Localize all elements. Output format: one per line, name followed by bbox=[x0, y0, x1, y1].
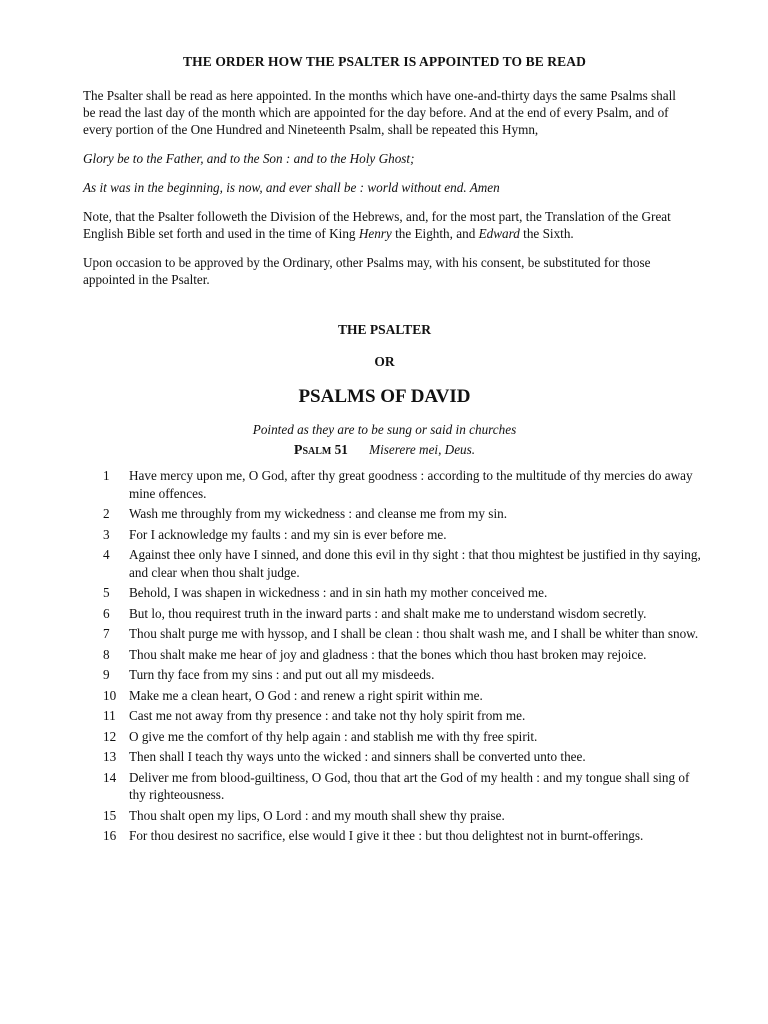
verse-text: Make me a clean heart, O God : and renew a right spirit within me. bbox=[129, 687, 483, 703]
verse-number: 15 bbox=[103, 807, 117, 823]
verse-row bbox=[103, 666, 706, 684]
verse-text: Behold, I was shapen in wickedness : and in sin hath my mother conceived me. bbox=[129, 585, 548, 600]
psalm-heading bbox=[83, 442, 686, 459]
verse-row bbox=[103, 625, 706, 643]
verse-text: For I acknowledge my faults : and my sin is ever before me. bbox=[129, 526, 447, 542]
gloria-line-2: As it was in the beginning, is now, and ever shall be : world without end. Amen bbox=[83, 180, 500, 195]
verse-text: Thou shalt purge me with hyssop, and I shall be clean : thou shalt wash me, and I shall be whiter than snow. bbox=[129, 626, 699, 641]
verse-list bbox=[103, 467, 706, 845]
note-king-henry: Henry bbox=[358, 226, 392, 241]
psalms-of-david-title: PSALMS OF DAVID bbox=[298, 386, 471, 407]
verse-number: 16 bbox=[103, 828, 117, 843]
verse-row bbox=[103, 605, 706, 623]
verse-row bbox=[103, 584, 706, 602]
verse-row bbox=[103, 526, 706, 544]
verse-number: 4 bbox=[103, 547, 110, 562]
verse-number: 6 bbox=[103, 605, 110, 621]
verse-number: 10 bbox=[103, 687, 117, 703]
verse-row bbox=[103, 807, 706, 825]
verse-number: 9 bbox=[103, 667, 110, 682]
verse-text: Cast me not away from thy presence : and take not thy holy spirit from me. bbox=[129, 708, 526, 723]
verse-row bbox=[103, 827, 706, 845]
verse-text: O give me the comfort of thy help again : and stablish me with thy free spirit. bbox=[129, 728, 538, 744]
document-page bbox=[83, 48, 701, 848]
psalm-number: 51 bbox=[334, 442, 348, 457]
note-king-edward: Edward bbox=[478, 226, 520, 241]
verse-row bbox=[103, 546, 706, 581]
verse-row bbox=[103, 687, 706, 705]
gloria-line-1: Glory be to the Father, and to the Son : and to the Holy Ghost; bbox=[83, 151, 415, 166]
verse-number: 14 bbox=[103, 769, 117, 785]
order-title: THE ORDER HOW THE PSALTER IS APPOINTED TO BE READ bbox=[183, 54, 586, 69]
verse-text: For thou desirest no sacrifice, else would I give it thee : but thou delightest not in burnt-offerings. bbox=[129, 828, 644, 843]
psalter-heading-block bbox=[83, 322, 686, 438]
verse-row bbox=[103, 505, 706, 523]
verse-text: Have mercy upon me, O God, after thy great goodness : according to the multitude of thy mercies do away mine offences. bbox=[129, 468, 693, 501]
verse-number: 12 bbox=[103, 728, 117, 744]
verse-number: 2 bbox=[103, 506, 110, 521]
verse-row bbox=[103, 728, 706, 746]
verse-text: Thou shalt make me hear of joy and gladness : that the bones which thou hast broken may rejoice. bbox=[129, 646, 647, 662]
verse-number: 5 bbox=[103, 585, 110, 600]
note-text-c: the Sixth. bbox=[519, 226, 574, 241]
verse-row bbox=[103, 646, 706, 664]
psalm-label: Psalm bbox=[293, 443, 332, 458]
verse-row bbox=[103, 748, 706, 766]
verse-row bbox=[103, 467, 706, 502]
order-paragraph: The Psalter shall be read as here appointed. In the months which have one-and-thirty days the same Psalms shall be read the last day of the month which are appointed for the day before. And at the end of every Psalm, and of every portion of the One Hundred and Nineteenth Psalm, shall be repeated this Hymn, bbox=[83, 88, 676, 137]
note-text-b: the Eighth, and bbox=[391, 226, 479, 241]
verse-number: 3 bbox=[103, 526, 110, 542]
verse-row bbox=[103, 769, 706, 804]
note-text-a: Note, that the Psalter followeth the Division of the Hebrews, and, for the most part, the Translation of the Great English Bible set forth and used in the time of King bbox=[83, 209, 671, 241]
psalm-latin-incipit: Miserere mei, Deus. bbox=[369, 442, 476, 457]
psalter-title: THE PSALTER bbox=[338, 322, 431, 337]
verse-text: Against thee only have I sinned, and done this evil in thy sight : that thou mightest be justified in thy saying, and clear when thou shalt judge. bbox=[129, 547, 701, 580]
verse-text: Deliver me from blood-guiltiness, O God, thou that art the God of my health : and my tongue shall sing of thy righteousness. bbox=[129, 769, 690, 802]
verse-row bbox=[103, 707, 706, 725]
verse-text: Thou shalt open my lips, O Lord : and my mouth shall shew thy praise. bbox=[129, 807, 505, 823]
verse-number: 7 bbox=[103, 626, 110, 641]
verse-text: But lo, thou requirest truth in the inward parts : and shalt make me to understand wisdom secretly. bbox=[129, 605, 647, 621]
psalter-or: OR bbox=[374, 354, 395, 369]
verse-number: 13 bbox=[103, 749, 117, 764]
verse-number: 11 bbox=[103, 708, 116, 723]
verse-number: 8 bbox=[103, 646, 110, 662]
verse-number: 1 bbox=[103, 468, 110, 483]
verse-text: Turn thy face from my sins : and put out all my misdeeds. bbox=[129, 667, 435, 682]
verse-text: Then shall I teach thy ways unto the wicked : and sinners shall be converted unto thee. bbox=[129, 749, 586, 764]
note-paragraph bbox=[83, 208, 686, 242]
ordinary-paragraph: Upon occasion to be approved by the Ordinary, other Psalms may, with his consent, be substituted for those appointed in the Psalter. bbox=[83, 255, 651, 287]
verse-text: Wash me throughly from my wickedness : and cleanse me from my sin. bbox=[129, 506, 507, 521]
pointed-subtitle: Pointed as they are to be sung or said in churches bbox=[252, 422, 517, 437]
